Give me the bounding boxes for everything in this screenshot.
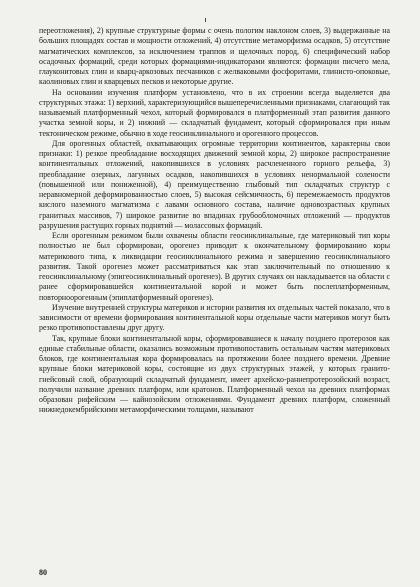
paragraph-5: Изучение внутренней структуры материков и истории развития их отдельных частей показало, что в зависимости от времени формирования континентальной коры отдельные части материков могут быть резко противопоставлены друг другу. (39, 302, 390, 333)
top-tick-mark (205, 18, 206, 22)
paragraph-6: Так, крупные блоки континентальной коры, сформировавшиеся к началу позднего протерозоя как единые стабильные области, оказались возможным противопоставить остальным частям материковых блоков, где континентальная кора формировалась на протяжении более позднего времени. Древние крупные блоки материковой коры, состоящие из двух структурных этажей, у которых гранито-гнейсовый слой, образующий складчатый фундамент, имеет архейско-раннепротерозойский возраст, получили название древних платформ, или кратонов. Платформенный чехол на древних платформах образован рифейским — кайнозойским отложениями. Фундамент древних платформ, сложенный нижнедокембрийскими метаморфическими толщами, называют (39, 333, 390, 415)
paragraph-1: переотложения), 2) крупные структурные формы с очень пологим наклоном слоев, 3) выдержанные на больших площадях состав и мощности отложений, 4) отсутствие метаморфизма осадков, 5) отсутствие магматических комплексов, за исключением траппов и щелочных пород, 6) специфический набор осадочных формаций, среди которых формациями-индикаторами являются: формации писчего мела, глауконитовых глин и кварц-аркозовых песчаников с желваковыми фосфоритами, глинисто-опоковые, каолиновых глин и кварцевых песков и некоторые другие. (39, 26, 390, 87)
paragraph-3: Для орогенных областей, охватывающих огромные территории континентов, характерны свои признаки: 1) резкое преобладание восходящих движений земной коры, 2) широкое распространение континентальных отложений, накопившихся в условиях расчлененного горного рельефа, 3) преобладание озерных, лагунных осадков, накопившихся в условиях ненормальной солености (повышенной или пониженной), 4) преимущественно глыбовый тип складчатых структур с неравномерной деформированностью слоев, 5) высокая сейсмичность, 6) перемежаемость продуктов кислого наземного магматизма с лавами основного состава, наличие одновозрастных крупных гранитных массивов, 7) широкое развитие во впадинах грубообломочных отложений — продуктов разрушения растущих горных поднятий — молассовых формаций. (39, 138, 390, 230)
paragraph-4: Если орогенным режимом были охвачены области геосинклинальные, где материковый тип коры полностью не был сформирован, орогенез приводит к окончательному формированию коры материкового типа, к ликвидации геосинклинального режима и завершению геосинклинального развития. Такой орогенез может рассматриваться как этап заключительный по отношению к геосинклинальному (эпигеосинклинальный орогенез). В других случаях он накладывается на области с ранее сформировавшейся континентальной корой и может быть послеплатформенным, повторноорогенным (эпиплатформенный орогенез). (39, 231, 390, 302)
page-number: 80 (39, 568, 47, 577)
body-text (39, 26, 390, 416)
paragraph-2: На основании изучения платформ установлено, что в их строении всегда выделяется два структурных этажа: 1) верхний, характеризующийся вышеперечисленными признаками, слагающий так называемый платформенный чехол, который формировался в платформенный этап развития данного участка земной коры, и 2) нижний — складчатый фундамент, который сформировался при иным тектоническом режиме, обычно в ходе геосинклинального и орогенного процессов. (39, 87, 390, 138)
